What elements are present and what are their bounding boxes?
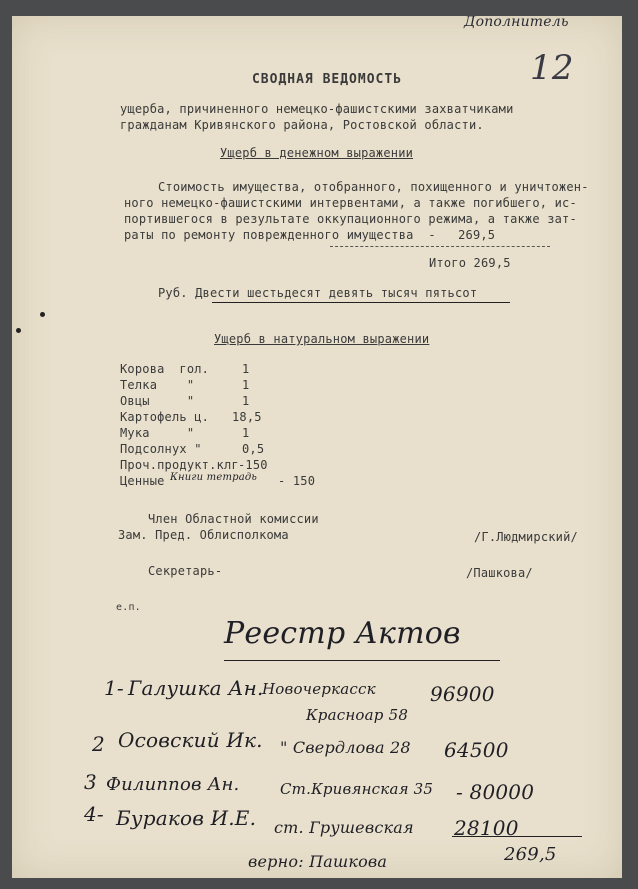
secretary-name: /Пашкова/ [466,566,533,580]
registry-sum: 28100 [454,816,519,840]
item-value: 18,5 [232,410,262,424]
registry-no: 4- [84,802,104,826]
registry-name: Галушка Ан. [128,676,264,700]
secretary-label: Секретарь- [148,564,223,578]
natural-heading: Ущерб в натуральном выражении [214,332,430,346]
item-name: Подсолнух " [120,442,202,456]
document-page [12,16,622,878]
rub-line: Руб. Двести шестьдесят девять тысяч пятьсот [158,286,478,300]
initials: е.п. [116,602,141,613]
valuables-label: Ценные [120,474,165,488]
item-name: Проч.продукт.клг [120,458,239,472]
registry-no: 3 [84,770,97,794]
money-heading: Ущерб в денежном выражении [220,146,414,160]
registry-title: Реестр Актов [224,616,461,651]
registry-sum: 96900 [430,682,495,706]
total-divider [330,246,550,247]
verified-signature: верно: Пашкова [248,852,388,871]
page-number: 12 [530,48,574,88]
item-name: Телка " [120,378,195,392]
corner-note: Дополнитель [464,16,569,30]
item-name: Овцы " [120,394,195,408]
registry-total: 269,5 [504,844,557,865]
registry-title-underline [224,660,500,661]
registry-address: Новочеркасск [262,680,376,698]
binder-hole [16,328,21,333]
valuables-value: - 150 [278,474,316,488]
registry-address-2: Красноар 58 [306,706,409,724]
registry-sum: 64500 [444,738,509,762]
item-value: -150 [238,458,268,472]
money-text-3: портившегося в результате оккупационного режима, а также зат- [124,212,577,226]
registry-name: Осовский Ик. [118,728,263,752]
money-text-4: раты по ремонту поврежденного имущества - 269,5 [124,228,496,242]
registry-no: 2 [92,732,105,756]
registry-name: Филиппов Ан. [106,774,240,795]
registry-address: " Свердлова 28 [280,738,411,757]
item-name: Корова гол. [120,362,210,376]
item-name: Мука " [120,426,195,440]
signature-line-2: Зам. Пред. Облисполкома [118,528,289,542]
document-title: СВОДНАЯ ВЕДОМОСТЬ [251,72,403,87]
registry-address: ст. Грушевская [274,818,414,837]
registry-no: 1- [104,676,124,700]
binder-hole [40,312,45,317]
registry-total-line [452,836,582,837]
registry-name: Бураков И.Е. [116,806,257,830]
item-value: 1 [242,394,250,408]
money-text-1: Стоимость имущества, отобранного, похищенного и уничтожен- [158,180,589,194]
total-line: Итого 269,5 [429,256,511,270]
signature-line-1: Член Областной комиссии [148,512,319,526]
item-name: Картофель ц. [120,410,210,424]
item-value: 1 [242,362,250,376]
item-value: 1 [242,378,250,392]
registry-sum: - 80000 [456,780,535,804]
registry-address: Ст.Кривянская 35 [280,780,434,798]
subtitle-line-2: гражданам Кривянского района, Ростовской области. [120,118,484,132]
rub-underline [212,302,510,303]
valuables-handwritten: Книги тетрадь [170,472,258,483]
item-value: 0,5 [242,442,265,456]
signature-name-2: /Г.Людмирский/ [474,530,578,544]
subtitle-line-1: ущерба, причиненного немецко-фашистскими захватчиками [120,102,514,116]
money-text-2: ного немецко-фашистскими интервентами, а также погибшего, ис- [124,196,577,210]
item-value: 1 [242,426,250,440]
